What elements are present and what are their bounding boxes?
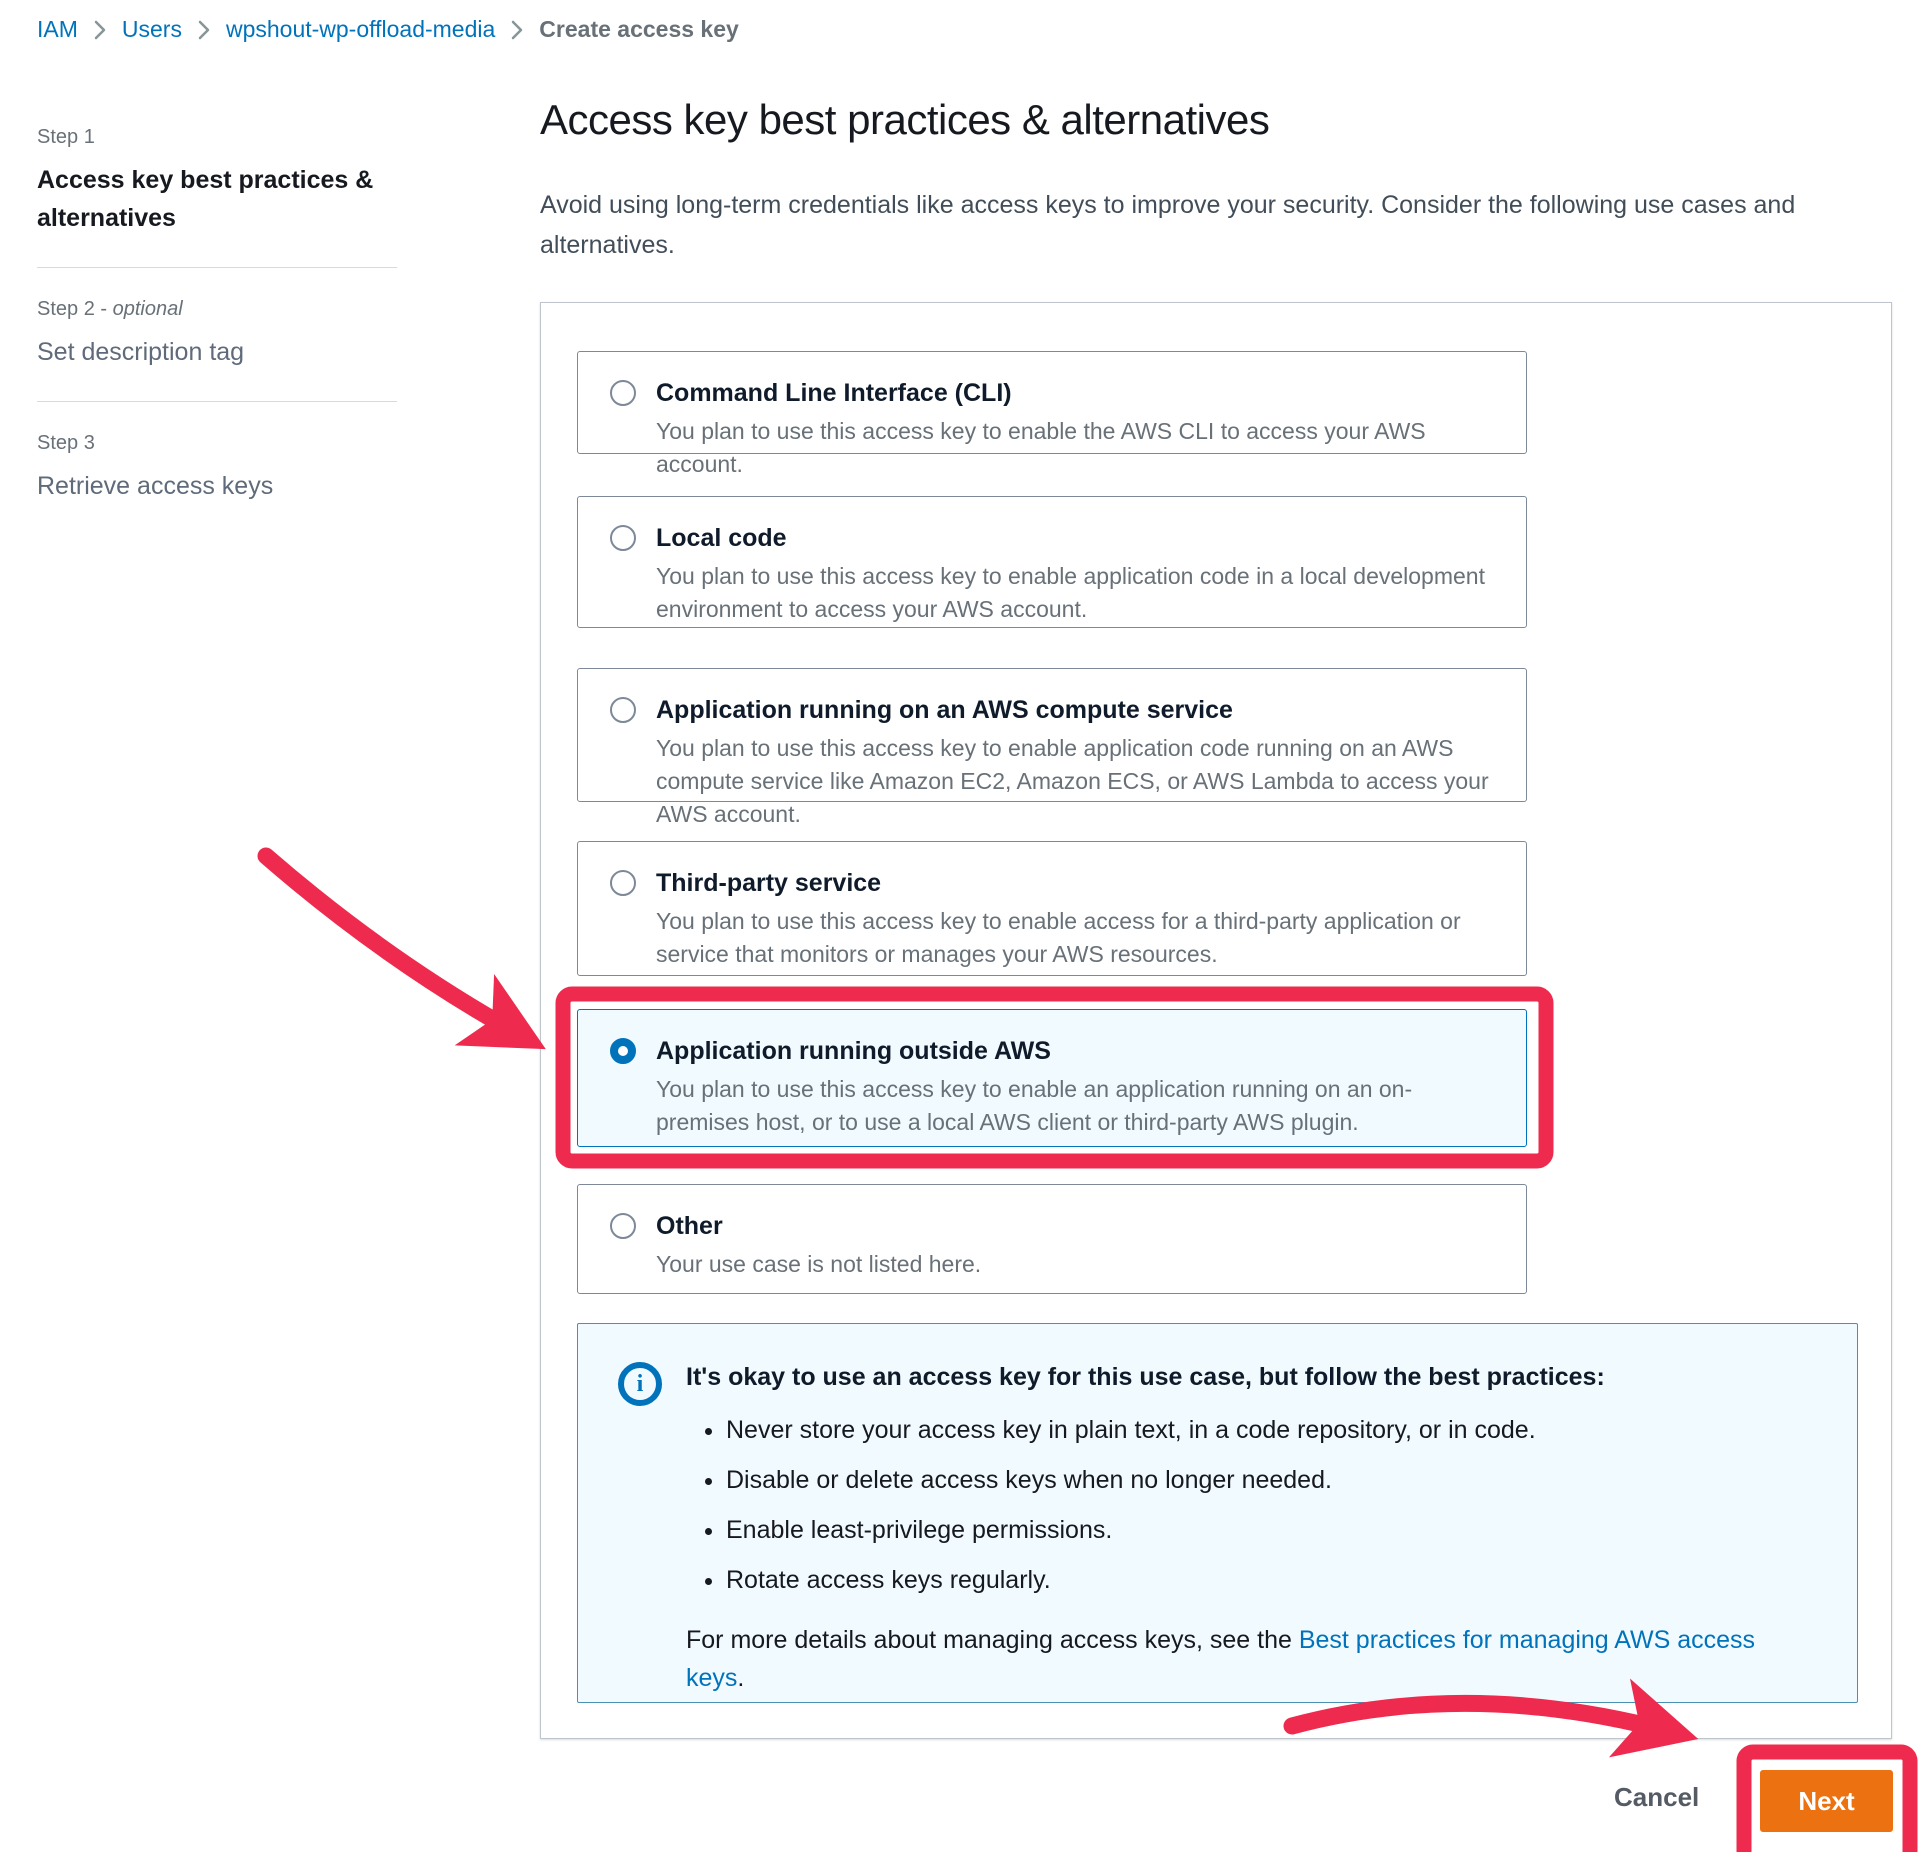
option-title: Application running on an AWS compute service <box>656 696 1233 724</box>
option-third-party-service[interactable] <box>577 841 1527 976</box>
use-case-panel <box>540 302 1892 1739</box>
step-2-eyebrow: Step 2 - optional <box>37 298 183 320</box>
option-application-outside-aws[interactable] <box>577 1009 1527 1147</box>
list-item: • Enable least-privilege permissions. <box>726 1514 1771 1547</box>
best-practices-info-alert <box>577 1323 1858 1703</box>
breadcrumb-user-name[interactable]: wpshout-wp-offload-media <box>225 16 496 42</box>
radio-button-icon[interactable] <box>610 1213 636 1239</box>
step-2-title[interactable]: Set description tag <box>37 338 245 366</box>
page-title: Access key best practices & alternatives <box>540 96 1270 143</box>
next-button[interactable]: Next <box>1760 1770 1893 1832</box>
option-title: Local code <box>656 524 787 552</box>
list-item: • Disable or delete access keys when no longer needed. <box>726 1464 1771 1497</box>
breadcrumb <box>37 16 739 43</box>
step-2-optional-label: optional <box>112 298 183 320</box>
option-title: Command Line Interface (CLI) <box>656 379 1012 407</box>
step-1-eyebrow: Step 1 <box>37 126 95 148</box>
option-cli[interactable] <box>577 351 1527 477</box>
list-item: • Never store your access key in plain text, in a code repository, or in code. <box>726 1414 1771 1447</box>
option-description: You plan to use this access key to enable application code in a local development environment to access your AWS account. <box>656 563 1485 622</box>
option-description: You plan to use this access key to enable access for a third-party application or service that monitors or manages your AWS resources. <box>656 908 1461 967</box>
cancel-button[interactable]: Cancel <box>1614 1782 1700 1812</box>
radio-button-icon[interactable] <box>610 870 636 896</box>
step-1-title[interactable]: Access key best practices & alternatives <box>37 166 374 232</box>
breadcrumb-users[interactable]: Users <box>121 16 182 42</box>
info-alert-footer: For more details about managing access keys, see the Best practices for managing AWS access keys. <box>686 1626 1756 1692</box>
radio-button-icon[interactable] <box>610 525 636 551</box>
radio-button-icon[interactable] <box>610 380 636 406</box>
radio-button-selected-icon[interactable] <box>610 1038 636 1064</box>
option-description: You plan to use this access key to enable the AWS CLI to access your AWS account. <box>656 418 1426 477</box>
info-alert-title: It's okay to use an access key for this use case, but follow the best practices: <box>686 1363 1605 1391</box>
chevron-right-icon <box>511 20 523 40</box>
chevron-right-icon <box>198 20 210 40</box>
wizard-step-nav <box>37 118 397 535</box>
option-local-code[interactable] <box>577 496 1527 628</box>
step-1-block <box>37 118 397 267</box>
best-practices-list <box>686 1414 1771 1597</box>
page-description: Avoid using long-term credentials like access keys to improve your security. Consider the following use cases and alternatives. <box>540 191 1796 259</box>
step-3-block <box>37 401 397 535</box>
breadcrumb-iam[interactable]: IAM <box>37 16 78 42</box>
option-description: You plan to use this access key to enable application code running on an AWS compute service like Amazon EC2, Amazon ECS, or AWS Lambda to access your AWS account. <box>656 735 1489 827</box>
annotation-arrow-selected-option <box>266 856 522 1036</box>
info-icon: i <box>618 1362 662 1406</box>
option-aws-compute-service[interactable] <box>577 668 1527 827</box>
step-3-title[interactable]: Retrieve access keys <box>37 472 274 500</box>
breadcrumb-current: Create access key <box>539 16 739 42</box>
option-description: You plan to use this access key to enable an application running on an on-premises host, or to use a local AWS client or third-party AWS plugin. <box>656 1076 1413 1135</box>
best-practices-link[interactable]: Best practices for managing AWS access keys <box>686 1626 1756 1692</box>
option-title: Other <box>656 1212 723 1240</box>
option-title: Application running outside AWS <box>656 1037 1051 1065</box>
chevron-right-icon <box>94 20 106 40</box>
option-other[interactable] <box>577 1184 1527 1294</box>
list-item: • Rotate access keys regularly. <box>726 1564 1771 1597</box>
step-2-block <box>37 267 397 401</box>
option-title: Third-party service <box>656 869 882 897</box>
option-description: Your use case is not listed here. <box>656 1251 982 1277</box>
radio-button-icon[interactable] <box>610 697 636 723</box>
step-3-eyebrow: Step 3 <box>37 432 95 454</box>
